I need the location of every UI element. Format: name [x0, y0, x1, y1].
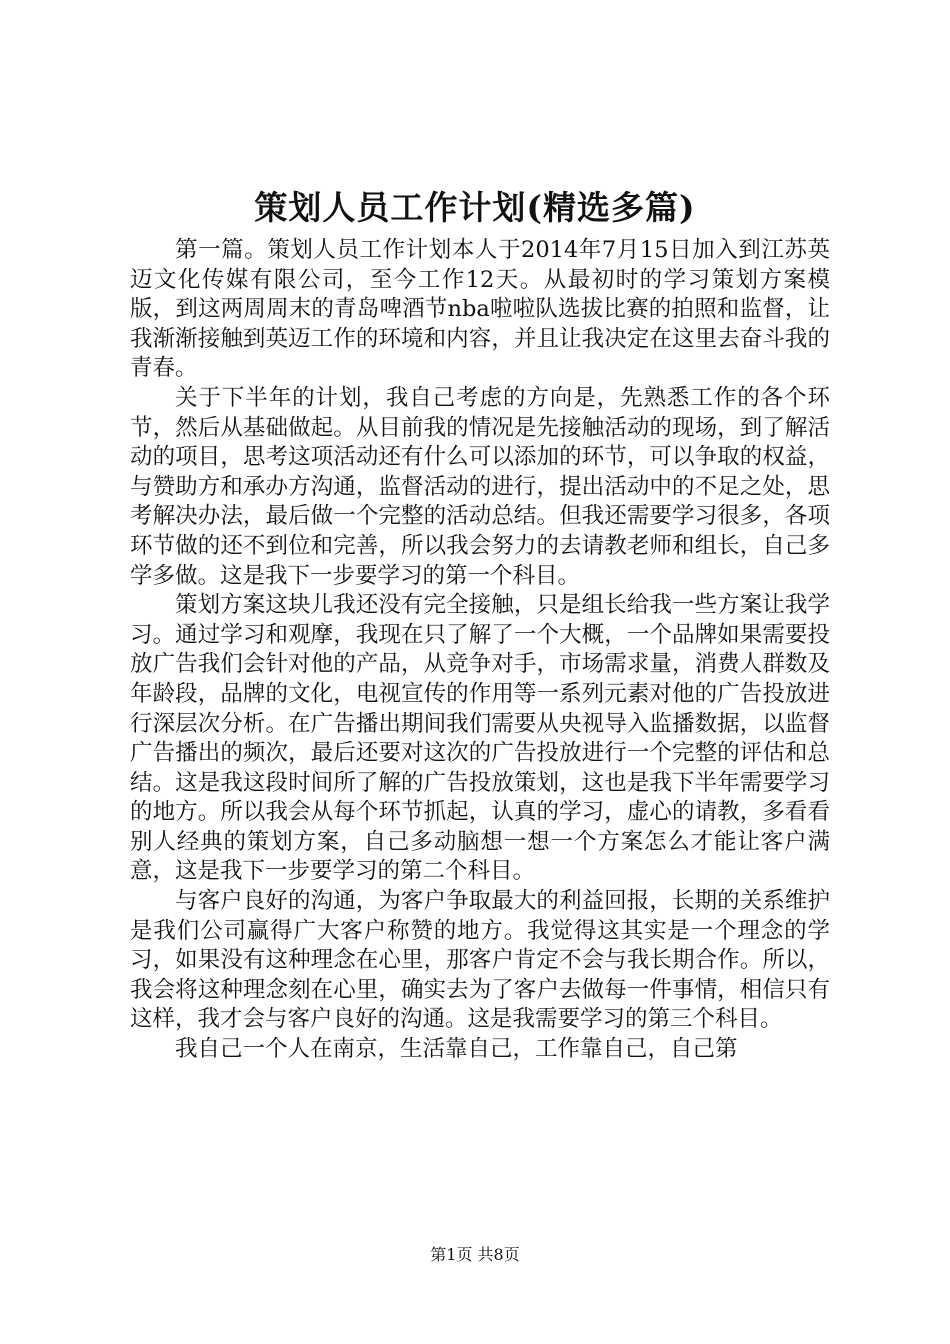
paragraph: 第一篇。策划人员工作计划本人于2014年7月15日加入到江苏英迈文化传媒有限公司，至今工作12天。从最初时的学习策划方案模版，到这两周周末的青岛啤酒节nba啦啦队选拔比赛的拍照和监督，让我渐渐接触到英迈工作的环境和内容，并且让我决定在这里去奋斗我的青春。 — [130, 237, 830, 382]
paragraph: 关于下半年的计划，我自己考虑的方向是，先熟悉工作的各个环节，然后从基础做起。从目前我的情况是先接触活动的现场，到了解活动的项目，思考这项活动还有什么可以添加的环节，可以争取的权益，与赞助方和承办方沟通，监督活动的进行，提出活动中的不足之处，思考解决办法，最后做一个完整的活动总结。但我还需要学习很多，各项环节做的还不到位和完善，所以我会努力的去请教老师和组长，自己多学多做。这是我下一步要学习的第一个科目。 — [130, 384, 830, 589]
paragraph: 与客户良好的沟通，为客户争取最大的利益回报，长期的关系维护是我们公司赢得广大客户称赞的地方。我觉得这其实是一个理念的学习，如果没有这种理念在心里，那客户肯定不会与我长期合作。所以，我会将这种理念刻在心里，确实去为了客户去做每一件事情，相信只有这样，我才会与客户良好的沟通。这是我需要学习的第三个科目。 — [130, 888, 830, 1033]
paragraph: 我自己一个人在南京，生活靠自己，工作靠自己，自己第 — [175, 1036, 738, 1063]
document-body — [130, 236, 830, 1065]
document-title: 策划人员工作计划(精选多篇) — [254, 188, 696, 227]
page-footer: 第1页 共8页 — [430, 1245, 520, 1264]
paragraph: 策划方案这块儿我还没有完全接触，只是组长给我一些方案让我学习。通过学习和观摩，我现在只了解了一个大概，一个品牌如果需要投放广告我们会针对他的产品，从竞争对手，市场需求量，消费人群数及年龄段，品牌的文化，电视宣传的作用等一系列元素对他的广告投放进行深层次分析。在广告播出期间我们需要从央视导入监播数据，以监督广告播出的频次，最后还要对这次的广告投放进行一个完整的评估和总结。这是我这段时间所了解的广告投放策划，这也是我下半年需要学习的地方。所以我会从每个环节抓起，认真的学习，虚心的请教，多看看别人经典的策划方案，自己多动脑想一想一个方案怎么才能让客户满意，这是我下一步要学习的第二个科目。 — [130, 592, 830, 885]
